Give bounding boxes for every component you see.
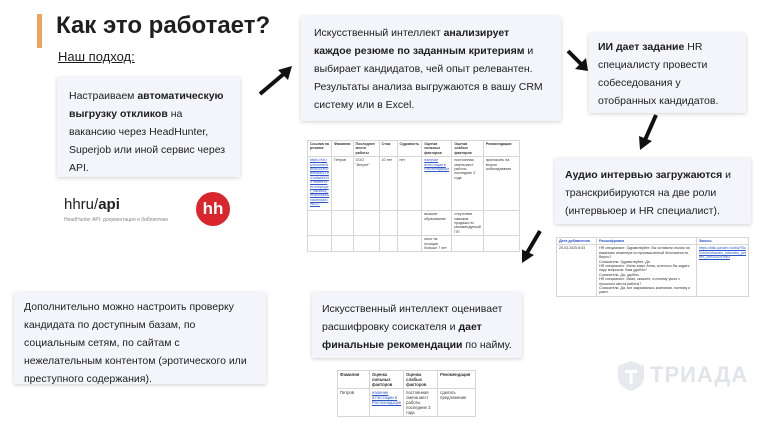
final-recommendation-table: Фамилия Оценка сильных факторов Оценка слабых факторов Рекомендация Петров наличие аттестации в Ростехнадзоре постоянная смена мест работы последние 3 года сделать предложение [337, 370, 477, 439]
audio-record-link[interactable]: https://disk.yandex.ru/d/a7f3c91b2e4d/audio_interview_petrov_25032025.mp3 [697, 245, 749, 296]
shield-icon [616, 360, 646, 392]
title-accent-bar [37, 14, 42, 48]
hh-logo-icon: hh [196, 192, 230, 226]
step-card-hr-task: ИИ дает задание HR специалисту провести собеседования у отобранных кандидатов. [589, 33, 746, 113]
arrow-icon [518, 228, 546, 266]
transcription-table: Дата добавления Расшифровка Запись 25.03.2025 8:03 HR специалист: Здравствуйте. Вы оставили отклик на вакансию инженера по промышленной безопасности. Верно? Соискатель: Здравствуйте. Да HR специалист: Меня зовут Анна, хотелось бы задать пару вопросов. Вам удобно? Соискатель: Да, удобно. HR специалист: Иван, скажите, а почему ушли с прошлого места работы? Соискатель: Да, вот закрывалась компания, поэтому и ушел. https://disk.yandex.ru/d/a7f3c91b2e4d/audio_interview_petrov_25032025.mp3 [556, 237, 752, 317]
triada-watermark: ТРИАДА [650, 362, 749, 387]
step-card-api-import: Настраиваем автоматическую выгрузку откликов на вакансию через HeadHunter, Superjob или иной сервис через API. [57, 77, 240, 177]
hh-api-caption: HeadHunter API: документация и библиотеки [64, 217, 168, 223]
arrow-icon [256, 64, 296, 98]
arrow-icon [636, 112, 662, 152]
hh-api-logo: hhru/api [64, 196, 120, 213]
page-title: Как это работает? [56, 12, 271, 39]
step-card-audio-transcription: Аудио интервью загружаются и транскрибируются на две роли (интервьюер и HR специалист). [555, 158, 751, 224]
step-card-final-recommendation: Искусственный интеллект оценивает расшифровку соискателя и дает финальные рекомендации по найму. [312, 292, 522, 358]
arrow-icon [565, 48, 591, 74]
step-card-ai-analysis: Искусственный интеллект анализирует каждое резюме по заданным критериям и выбирает кандидатов, чей опыт релевантен. Результаты анализа выгружаются в вашу CRM систему или в Excel. [301, 16, 561, 121]
step-card-extra-checks: Дополнительно можно настроить проверку кандидата по доступным базам, по социальным сетям, по сайтам с нежелательным контентом (эротического или преступного содержания). [14, 292, 266, 384]
page-subtitle: Наш подход: [58, 49, 135, 64]
resume-analysis-table: Ссылка на резюме Фамилия Последнее место работы Стаж Судимость Оценка сильных факторов Оценка слабых факторов Рекомендация https://hh.ru/resume/d8f3b2c1e47a9f0b5c27d41e8a6f3290?hhtmFrom=employer_vacancy_responses&vacancyId=98127 Петров ООО "Ингрит" 10 лет нет наличие аттестации в Ростехнадзоре постоянная смена мест работы последние 3 года пригласить на второе собеседование высшее образование отсутствие навыков продажи по рекомендуемой ПП опыт на позиции больше 7 лет [307, 140, 522, 262]
